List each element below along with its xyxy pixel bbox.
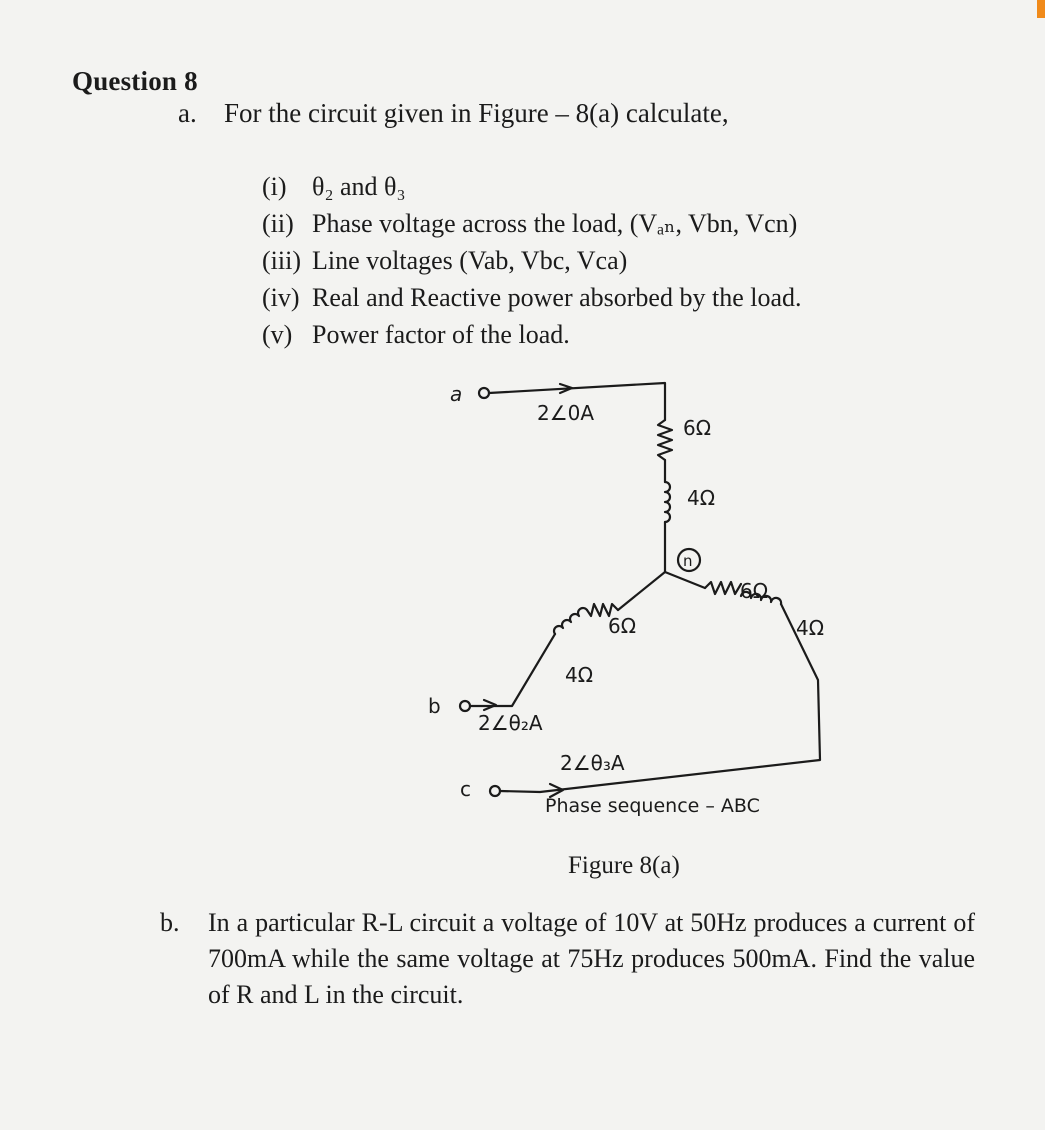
item-number: (i) bbox=[262, 172, 287, 201]
item-v bbox=[262, 316, 802, 353]
item-ii bbox=[262, 205, 802, 242]
item-text: Real and Reactive power absorbed by the load. bbox=[312, 283, 802, 312]
inductor-b bbox=[554, 608, 587, 634]
item-iii bbox=[262, 242, 802, 279]
resistor-a bbox=[658, 420, 672, 460]
circuit-diagram bbox=[400, 360, 860, 840]
current-c-label: 2∠θ₃A bbox=[560, 751, 625, 775]
resistor-b-value: 6Ω bbox=[608, 614, 637, 638]
item-number: (iv) bbox=[262, 283, 300, 312]
item-text: Line voltages (Vab, Vbc, Vca) bbox=[312, 246, 628, 275]
terminal-c-node bbox=[490, 786, 500, 796]
phase-sequence-note: Phase sequence – ABC bbox=[545, 795, 760, 817]
terminal-b-label: b bbox=[428, 694, 441, 718]
current-a-label: 2∠0A bbox=[537, 401, 595, 425]
item-text: Power factor of the load. bbox=[312, 320, 570, 349]
item-number: (iii) bbox=[262, 246, 301, 275]
terminal-a-node bbox=[479, 388, 489, 398]
neutral-label: n bbox=[683, 552, 693, 570]
wire-b bbox=[470, 634, 555, 706]
part-a-items bbox=[262, 168, 802, 353]
inductor-b-value: 4Ω bbox=[565, 663, 594, 687]
part-b bbox=[160, 905, 975, 1013]
item-text: Phase voltage across the load, (Vₐₙ, Vbn, Vcn) bbox=[312, 209, 798, 238]
item-number: (v) bbox=[262, 320, 293, 349]
terminal-a-label: a bbox=[450, 382, 463, 406]
question-title: Question 8 bbox=[72, 66, 198, 96]
resistor-a-value: 6Ω bbox=[683, 416, 712, 440]
part-a-text: For the circuit given in Figure – 8(a) calculate, bbox=[224, 98, 729, 128]
edge-mark bbox=[1037, 0, 1045, 18]
wire-n-branches bbox=[618, 572, 705, 610]
wire-c bbox=[500, 604, 820, 792]
part-b-label: b. bbox=[160, 908, 180, 937]
inductor-c-value: 4Ω bbox=[796, 616, 825, 640]
inductor-a-value: 4Ω bbox=[687, 486, 716, 510]
part-b-text: In a particular R-L circuit a voltage of 10V at 50Hz produces a current of 700mA while the same voltage at 75Hz produces 500mA. Find the value of R and L in the circuit. bbox=[208, 908, 975, 1009]
item-text: θ₂ and θ₃ bbox=[312, 172, 406, 201]
current-b-label: 2∠θ₂A bbox=[478, 711, 543, 735]
resistor-c-value: 6Ω bbox=[740, 579, 769, 603]
resistor-c bbox=[705, 582, 741, 594]
item-number: (ii) bbox=[262, 209, 294, 238]
part-a-label: a. bbox=[178, 98, 197, 128]
terminal-c-label: c bbox=[460, 777, 471, 801]
figure-caption: Figure 8(a) bbox=[568, 852, 680, 879]
item-i bbox=[262, 168, 802, 205]
item-iv bbox=[262, 279, 802, 316]
inductor-a bbox=[665, 482, 670, 522]
part-a-prompt bbox=[178, 98, 729, 129]
terminal-b-node bbox=[460, 701, 470, 711]
